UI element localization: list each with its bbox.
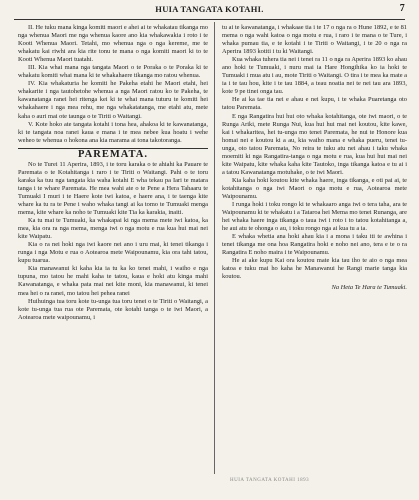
article-paragraph: Kua whaka tuhera tia nei i tenei ra 11 o nga ra Aperira 1893 ko ahau ano hoki te Tumuaki, i nuru mai ia Hare Hongihika ko ia hoki te Tumuaki i mua atu i au, mote Tiriti o Waitangi. O tira i te mea ka mate a ia i te tau hou, kite i te tau 1884, a teau noatia nei te nei tau ara 1893, kote 9 pe tinei onga tau.: [222, 56, 407, 96]
article-paragraph: He ai ake kupu Kai ora koutou mate kia tau iho te aio o nga mea katoa e tuku mai ho kaha he Manawanui he Rangi marie tanga kia koutou.: [222, 257, 407, 281]
article-paragraph: Huihuinga tua toru kote tu-unga tua toru tenei o te Tiriti o Waitangi, a kote tu-unga tua rua ote Paremata, ote kotahi tanga o te iwi Maori, a Aotearoa mete waipounamu, i: [18, 297, 208, 321]
article-paragraph: He ai ka tae tia nei e ahau e nei kupu, i te whaka Puaretanga oto tatou Paremata.: [222, 96, 407, 112]
left-column: [18, 24, 208, 322]
clause-iii: III. Kia whai mana nga tangata Maori o te Poraka o te Poraka ki te whakatu komiti whai mana ki te whakahaere tikanga mo ratou whenua.: [18, 64, 208, 80]
column-divider: [214, 22, 215, 474]
newspaper-title: HUIA TANGATA KOTAHI.: [155, 4, 264, 14]
article-paragraph: tu ai te kawanatanga, i whakaae tia i te 17 o nga ra o Hune 1892, e te 81 mema o nga wahi katoa o nga motu e rua, i raro i te mana o te Ture, i whaka pumau tia, e te kotahi i te Tiriti o Waitangi, i te 20 o nga ra Aperira 1893 kotiti i tu ki Waitangi.: [222, 24, 407, 56]
article-paragraph: E nga Rangatira hui hui oto whaka kotahitanga, ote iwi maori, o te Runga Ariki, mete Runga Nui, kua hui hui mai nei koutou, kite kawe, kai i whakaritea, hei tu-unga mo tenei Paremata, he nui te Honore kua homai nei e koutou ki a au, kia waiho mana e whaka pueru, tenei tu-unga, oto tatou Paremata, No reira te tuku atu nei ahau i taku whaka moemiti ki nga Rangatira-tanga o nga motu e rua, kua hui hui mai nei kite Waipatu, kite whaka kaha kite Tautoko, inga tikanga katoa e tu ai i a tatou Kawanatanga motuhake, o te iwi Maori.: [222, 112, 407, 176]
page-header: [10, 4, 409, 18]
right-column: [222, 24, 407, 292]
clause-v: V. Kote hoko ate tangata kotahi i tona hea, ahakoa ki te kawanatanga, ki te tangata noa ranei kaua e mana i te mea nebee kua hoatu i wehe weheo te whenua o hokona ana kia marama ai tona takotoranga.: [18, 120, 208, 144]
clause-iv: IV. Kia whakaturia he komiti he Pakeha etahi he Maori etahi, hei whakarite i nga tautohetohe whenua a nga Maori ratou ko te Pakeha, te kawanatanga ranei hei ritenga kei ki te whai mana tuturu te komiti hei whakahaere i nga mea rehu, me nga whakatatanga, me etahi atu, mete kaha o auri mai ote taunga o te Tiriti o Waitangi.: [18, 80, 208, 120]
signature: Na Heta Te Hara te Tumuaki.: [331, 283, 407, 291]
article-paragraph: Ka tu mai te Tumuaki, ka whakapai ki nga mema mete iwi katoa, ka mea, kia ora ra nga mema, menga iwi o nga motu e rua kua hui mai nei kite Waipatu.: [18, 217, 208, 241]
article-paragraph: No te Turei 11 Aperira, 1893, i te toru karaka o te ahiahi ka Pauare te Paremata o te Kotahitanga i raro i te Tiriti o Waitangi. Pahi o te toru karaka ka tuu nga tangata kia waha kotahi E wha tekau pa Iari te matara tanga i te whare Paremata. He mea wahi ate o te Pene a Hera Tahaaru te Tumuaki I muri i te Haere kote iwi katoa, e haere ana, i te taenga kite whare ka tu ra te Pene i waho whaka tangi ai ka tomo te Tumuaki menga mema, kite whare ka noho te Tumuaki kite Tia ka karakia, inaiti.: [18, 160, 208, 217]
section-heading: PAREMATA.: [78, 148, 148, 160]
article-paragraph: E whaka whetia ana hoki ahau kia i a mona i taku iti te awhina i tenei tikanga me ona hoa Rangatira hoki e noho nei ano, tera e te o ra Rangatira E noho maira i te Waipounamu.: [222, 233, 407, 257]
article-paragraph: Kia o ra nei hoki nga iwi kaore nei ano i uru mai, ki tenei tikanga i runga i nga Motu e rua o Aotearoa mete Waipounamu, kia ora tahi tatou, kupu tuarua.: [18, 241, 208, 265]
article-paragraph: Kia manawanui ki kaha kia ia tu ka ko tenei mahi, i waiho e nga tupuna, mo tatou he mahi kaha te tatou, kaua e hoki atu kinga mahi Kawanatanga, e whaka pata mai nei kite moni, kia manawanui, ki tenei mea hei o ra ranei, mo tatou hei pehea ranei: [18, 265, 208, 297]
header-rule: [14, 19, 405, 20]
page-number: 7: [399, 3, 405, 14]
clause-ii: II. He tuku mana kinga komiti maori e ahei ai te whakatau tikanga mo nga whenua Maori me nga whenua kaore ano kia whakawakia i roto i te Kooti Whenua Maori. Tetahi, mo whenua nga o nga kereme, me te whakatu kai riwhi ara kia rite tonu te mana o nga komiti maori ki to te Kooti Whenua Maori tuatahi.: [18, 24, 208, 64]
article-paragraph: I runga hoki i toku rongo ki te whakaaro anga iwi o tera taha, ara te Waipounamu ki te whakatu i a Tataroa hei Mema mo tenei Runanga, are hei whaka haere inga tikanga o taua iwi i roto i to tatou kotahitanga a, he aui atu te ohonga o au, i toku rongo nga ai kua tu a ia.: [222, 201, 407, 233]
article-paragraph: Kia kaha hoki koutou kite whaka haere, inga tikanga, e oti pai ai, te kotahitanga o nga iwi Maori o nga motu e rua, Aotearoa mete Waipounamu.: [222, 176, 407, 200]
footer-mark: HUIA TANGATA KOTAHI 1893: [230, 478, 310, 483]
